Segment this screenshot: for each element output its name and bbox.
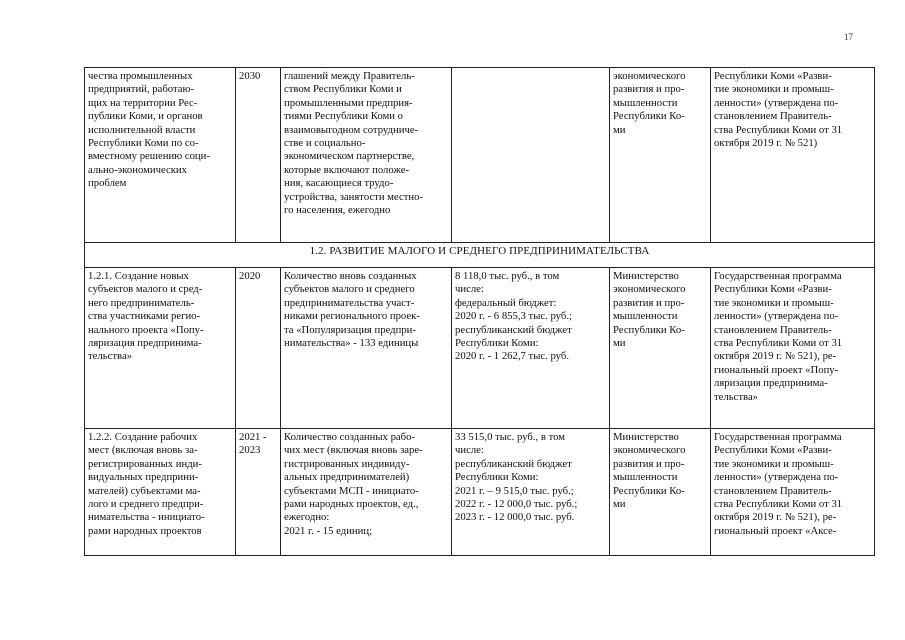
cell-line: развития и про- xyxy=(613,83,685,96)
cell-line: экономического xyxy=(613,70,686,82)
cell-line: Республики Коми «Разви- xyxy=(714,444,832,457)
cell-line: тельства» xyxy=(88,350,133,363)
cell-line: ми xyxy=(613,498,626,511)
cell-line: Республики Коми по со- xyxy=(88,137,199,150)
cell-line: мателей) субъектами ма- xyxy=(88,484,201,497)
period-cell xyxy=(236,268,281,429)
cell-line: щих на территории Рес- xyxy=(88,96,198,109)
cell-line: стве и социально- xyxy=(284,137,366,150)
cell-line: ства Республики Коми от 31 xyxy=(714,498,843,511)
cell-line: предприятий, работаю- xyxy=(88,83,195,96)
cell-line: видуальных предприни- xyxy=(88,471,199,484)
cell-line: республиканский бюджет xyxy=(455,457,572,470)
cell-line: экономическом партнерстве, xyxy=(284,150,415,163)
section-title: 1.2. РАЗВИТИЕ МАЛОГО И СРЕДНЕГО ПРЕДПРИНИМАТЕЛЬСТВА xyxy=(85,243,875,268)
program-cell xyxy=(711,68,875,243)
cell-line: экономического xyxy=(613,283,686,296)
cell-line: октября 2019 г. № 521) xyxy=(714,137,818,150)
program-cell xyxy=(711,429,875,556)
cell-line: 8 118,0 тыс. руб., в том xyxy=(455,270,560,282)
cell-line: ства Республики Коми от 31 xyxy=(714,123,843,136)
cell-line: ства Республики Коми от 31 xyxy=(714,337,843,350)
table-row xyxy=(85,268,875,429)
cell-line: устройства, занятости местно- xyxy=(284,190,424,203)
cell-line: ленности» (утверждена по- xyxy=(714,310,839,323)
cell-line: публики Коми, и органов xyxy=(88,110,203,123)
page-number: 17 xyxy=(844,32,853,42)
cell-line: Количество созданных рабо- xyxy=(284,431,415,443)
cell-line: ленности» (утверждена по- xyxy=(714,471,839,484)
cell-line: субъектов малого и сред- xyxy=(88,283,203,296)
cell-line: тие экономики и промыш- xyxy=(714,83,834,96)
period-cell xyxy=(236,68,281,243)
cell-line: октября 2019 г. № 521), ре- xyxy=(714,350,837,363)
funding-cell xyxy=(452,68,610,243)
measures-table xyxy=(84,67,875,556)
cell-line: глашений между Правитель- xyxy=(284,70,415,82)
cell-line: никами регионального проек- xyxy=(284,310,420,323)
event-cell xyxy=(85,268,236,429)
cell-line: 2021 - xyxy=(239,431,267,443)
funding-cell xyxy=(452,429,610,556)
cell-line: 2021 г. - 15 единиц; xyxy=(284,524,373,537)
table-row xyxy=(85,429,875,556)
cell-line: 2022 г. - 12 000,0 тыс. руб.; xyxy=(455,498,578,511)
cell-line: субъектами МСП - инициато- xyxy=(284,484,419,497)
cell-line: числе: xyxy=(455,283,484,296)
cell-line: вместному решению соци- xyxy=(88,150,210,163)
indicator-cell xyxy=(281,268,452,429)
cell-line: взаимовыгодном сотрудниче- xyxy=(284,123,419,136)
cell-line: ляризация предпринима- xyxy=(88,337,202,350)
cell-line: федеральный бюджет: xyxy=(455,296,557,309)
section-header-row xyxy=(85,243,875,268)
responsible-cell xyxy=(610,268,711,429)
cell-line: чих мест (включая вновь заре- xyxy=(284,444,423,457)
event-cell xyxy=(85,68,236,243)
cell-line: становлением Правитель- xyxy=(714,484,832,497)
cell-line: Количество вновь созданных xyxy=(284,270,417,282)
cell-line: мест (включая вновь за- xyxy=(88,444,198,457)
cell-line: Республики Коми «Разви- xyxy=(714,283,832,296)
cell-line: тиями Республики Коми о xyxy=(284,110,403,123)
indicator-cell xyxy=(281,429,452,556)
responsible-cell xyxy=(610,68,711,243)
cell-line: ством Республики Коми и xyxy=(284,83,402,96)
cell-line: него предприниматель- xyxy=(88,296,195,309)
cell-line: 1.2.2. Создание рабочих xyxy=(88,431,198,443)
cell-line: 2023 xyxy=(239,444,261,457)
cell-line: становлением Правитель- xyxy=(714,323,832,336)
cell-line: Республики Коми: xyxy=(455,471,539,484)
cell-line: числе: xyxy=(455,444,484,457)
cell-line: октября 2019 г. № 521), ре- xyxy=(714,511,837,524)
cell-line: мышленности xyxy=(613,310,678,323)
cell-line: ляризация предпринима- xyxy=(714,377,828,390)
cell-line: тельства» xyxy=(714,390,759,403)
cell-line: Республики Коми: xyxy=(455,337,539,350)
cell-line: 2021 г. – 9 515,0 тыс. руб.; xyxy=(455,484,574,497)
cell-line: 2020 xyxy=(239,270,261,282)
cell-line: Государственная программа xyxy=(714,270,842,282)
cell-line: 1.2.1. Создание новых xyxy=(88,270,189,282)
funding-cell xyxy=(452,268,610,429)
indicator-cell xyxy=(281,68,452,243)
cell-line: развития и про- xyxy=(613,296,685,309)
cell-line: экономического xyxy=(613,444,686,457)
cell-line: гиональный проект «Аксе- xyxy=(714,524,837,537)
cell-line: предпринимательства участ- xyxy=(284,296,415,309)
event-cell xyxy=(85,429,236,556)
cell-line: республиканский бюджет xyxy=(455,323,572,336)
cell-line: ленности» (утверждена по- xyxy=(714,96,839,109)
cell-line: становлением Правитель- xyxy=(714,110,832,123)
cell-line: Республики Ко- xyxy=(613,110,685,123)
cell-line: гистрированных индивиду- xyxy=(284,457,410,470)
responsible-cell xyxy=(610,429,711,556)
cell-line: 33 515,0 тыс. руб., в том xyxy=(455,431,566,443)
cell-line: 2020 г. - 6 855,3 тыс. руб.; xyxy=(455,310,572,323)
cell-line: гиональный проект «Попу- xyxy=(714,363,839,376)
cell-line: промышленными предприя- xyxy=(284,96,413,109)
cell-line: 2020 г. - 1 262,7 тыс. руб. xyxy=(455,350,569,363)
cell-line: ежегодно: xyxy=(284,511,330,524)
cell-line: ально-экономических xyxy=(88,163,187,176)
cell-line: ми xyxy=(613,123,626,136)
cell-line: исполнительной власти xyxy=(88,123,196,136)
cell-line: проблем xyxy=(88,177,127,190)
cell-line: мышленности xyxy=(613,471,678,484)
period-cell xyxy=(236,429,281,556)
cell-line: та «Популяризация предпри- xyxy=(284,323,416,336)
cell-line: рами народных проектов, ед., xyxy=(284,498,419,511)
cell-line: 2030 xyxy=(239,70,261,82)
cell-line: Министерство xyxy=(613,270,679,282)
cell-line: тие экономики и промыш- xyxy=(714,296,834,309)
cell-line: лого и среднего предпри- xyxy=(88,498,204,511)
cell-line: регистрированных инди- xyxy=(88,457,202,470)
cell-line: чества промышленных xyxy=(88,70,193,82)
cell-line: го населения, ежегодно xyxy=(284,204,391,217)
cell-line: нального проекта «Попу- xyxy=(88,323,204,336)
cell-line: 2023 г. - 12 000,0 тыс. руб. xyxy=(455,511,575,524)
cell-line: нимательства - инициато- xyxy=(88,511,205,524)
cell-line: тие экономики и промыш- xyxy=(714,457,834,470)
cell-line: ния, касающиеся трудо- xyxy=(284,177,394,190)
cell-line: мышленности xyxy=(613,96,678,109)
cell-line: рами народных проектов xyxy=(88,524,202,537)
cell-line: ства участниками регио- xyxy=(88,310,201,323)
program-cell xyxy=(711,268,875,429)
cell-line: которые включают положе- xyxy=(284,163,409,176)
cell-line: Государственная программа xyxy=(714,431,842,443)
cell-line: альных предпринимателей) xyxy=(284,471,410,484)
cell-line: Республики Ко- xyxy=(613,484,685,497)
cell-line: субъектов малого и среднего xyxy=(284,283,415,296)
cell-line: нимательства» - 133 единицы xyxy=(284,337,419,350)
table-row xyxy=(85,68,875,243)
cell-line: Министерство xyxy=(613,431,679,443)
cell-line: ми xyxy=(613,337,626,350)
cell-line: развития и про- xyxy=(613,457,685,470)
cell-line: Республики Ко- xyxy=(613,323,685,336)
cell-line: Республики Коми «Разви- xyxy=(714,70,832,82)
